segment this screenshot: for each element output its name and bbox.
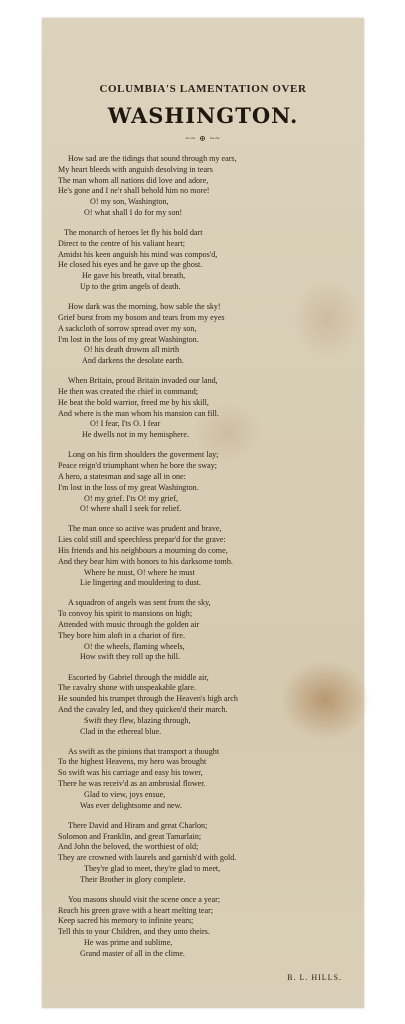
poem-line: Peace reign'd triumphant when he bore the sway; (58, 461, 218, 471)
poem-line: They're glad to meet, they're glad to meet, (84, 863, 221, 873)
poem-line: O! my grief. I'ts O! my grief, (84, 493, 179, 503)
poem-stanza (58, 228, 350, 293)
poem-line: Swift they flew, blazing through, (84, 715, 191, 725)
poem-line: Grief burst from my bosom and tears from my eyes (58, 312, 225, 322)
author-signature: B. L. HILLS. (287, 973, 342, 982)
poem-line: There he was receiv'd as an ambrosial flower. (58, 779, 206, 789)
poem-line: He was prime and sublime, (84, 937, 173, 947)
poem-line: He sounded his trumpet through the Heaven's high arch (58, 694, 238, 704)
poem-line: O! what shall I do for my son! (84, 207, 183, 217)
poem-line: O! his death drowns all mirth (84, 345, 180, 355)
poem-stanza (58, 302, 350, 367)
poem-line: I'm lost in the loss of my great Washington. (58, 334, 199, 344)
poem-line: He beat the bold warrior, freed me by his skill, (58, 397, 209, 407)
poem-line: Grand master of all in the clime. (80, 948, 185, 958)
poem-line: The cavalry shone with unspeakable glare. (58, 683, 196, 693)
poem-line: O! I fear, I'ts O. I fear (90, 419, 161, 429)
poem-line: Was ever delightsome and new. (80, 800, 182, 810)
poem-line: He dwells not in my hemisphere. (82, 430, 189, 440)
poem-line: Solomon and Franklin, and great Tamarlain; (58, 831, 202, 841)
poem-line: To convoy his spirit to mansions on high; (58, 609, 193, 619)
title-line-1: COLUMBIA'S LAMENTATION OVER (99, 83, 307, 95)
poem-line: Keep sacred his memory to infinite years; (58, 916, 194, 926)
poem-line: The monarch of heroes let fly his bold dart (64, 228, 203, 238)
poem-body (58, 154, 350, 969)
poem-stanza (58, 598, 350, 663)
poem-line: And they bear him with honors to his darksome tomb. (58, 556, 233, 566)
poem-line: They bore him aloft in a chariot of fire. (58, 630, 185, 640)
poem-stanza (58, 895, 350, 960)
poem-line: Where he must, O! where he must (84, 567, 195, 577)
poem-line: How swift they roll up the hill. (80, 652, 181, 662)
poem-line: Direct to the centre of his valiant heart; (58, 238, 185, 248)
poem-line: Clad in the ethereal blue. (80, 726, 162, 736)
poem-line: Tell this to your Children, and they unto theirs. (58, 927, 210, 937)
poem-line: A hero, a statesman and sage all in one: (58, 471, 186, 481)
poem-line: I'm lost in the loss of my great Washington. (58, 482, 199, 492)
poem-stanza (58, 376, 350, 441)
poem-line: Reach his green grave with a heart melting tear; (58, 905, 214, 915)
poem-line: He's gone and I ne'r shall behold him no more! (58, 186, 210, 196)
broadside-sheet (42, 18, 364, 1008)
poem-line: He closed his eyes and he gave up the ghost. (58, 260, 203, 270)
poem-stanza (58, 524, 350, 589)
poem-stanza (58, 154, 350, 219)
poem-line: O! where shall I seek for relief. (80, 504, 182, 514)
poem-line: His friends and his neighbours a mourning do come, (58, 545, 228, 555)
poem-line: Amidst his keen anguish his mind was compos'd, (58, 249, 218, 259)
poem-line: O! the wheels, flaming wheels, (84, 641, 185, 651)
poem-line: Glad to view, joys ensue, (84, 789, 166, 799)
poem-line: As swift as the pinions that transport a thought (68, 746, 220, 756)
poem-stanza (58, 821, 350, 886)
poem-stanza (58, 450, 350, 515)
poem-line: A sackcloth of sorrow spread over my son, (58, 323, 197, 333)
poem-line: So swift was his carriage and easy his tower, (58, 768, 203, 778)
poem-line: There David and Hiram and great Charlon; (68, 820, 208, 830)
poem-line: Long on his firm shoulders the goverment lay; (68, 450, 219, 460)
poem-line: They are crowned with laurels and garnish'd with gold. (58, 853, 237, 863)
poem-line: The man whom all nations did love and adore, (58, 175, 209, 185)
poem-line: A squadron of angels was sent from the sky, (68, 598, 211, 608)
poem-line: And where is the man whom his mansion can fill. (58, 408, 219, 418)
poem-line: He then was created the chief in command; (58, 387, 199, 397)
poem-line: Attended with music through the golden air (58, 620, 200, 630)
poem-line: When Britain, proud Britain invaded our land, (68, 376, 218, 386)
poem-line: He gave his breath, vital breath, (82, 271, 186, 281)
poem-line: And the cavalry led, and they quicken'd their march. (58, 704, 228, 714)
poem-line: My heart bleeds with anguish desolving in tears (58, 164, 213, 174)
poem-stanza (58, 673, 350, 738)
poem-line: And darkens the desolate earth. (82, 356, 184, 366)
poem-stanza (58, 747, 350, 812)
poem-line: Escorted by Gabriel through the middle air, (68, 672, 209, 682)
poem-line: Their Brother in glory complete. (80, 874, 186, 884)
title-line-2: WASHINGTON. (107, 103, 299, 128)
poem-line: Lie lingering and mouldering to dust. (80, 578, 201, 588)
poem-line: O! my son, Washington, (90, 197, 169, 207)
poem-line: Lies cold still and speechless prepar'd for the grave: (58, 535, 226, 545)
poem-line: How sad are the tidings that sound through my ears, (68, 154, 237, 163)
poem-line: And John the beloved, the worthiest of old; (58, 842, 199, 852)
title-ornament: ~~ ⊕ ~~ (185, 134, 221, 143)
poem-line: The man once so active was prudent and brave, (68, 524, 222, 534)
poem-line: To the highest Heavens, my hero was brought (58, 757, 207, 767)
poem-line: Up to the grim angels of death. (80, 282, 181, 292)
poem-line: How dark was the morning, how sable the sky! (68, 302, 221, 312)
poem-line: You masons should visit the scene once a year; (68, 894, 221, 904)
